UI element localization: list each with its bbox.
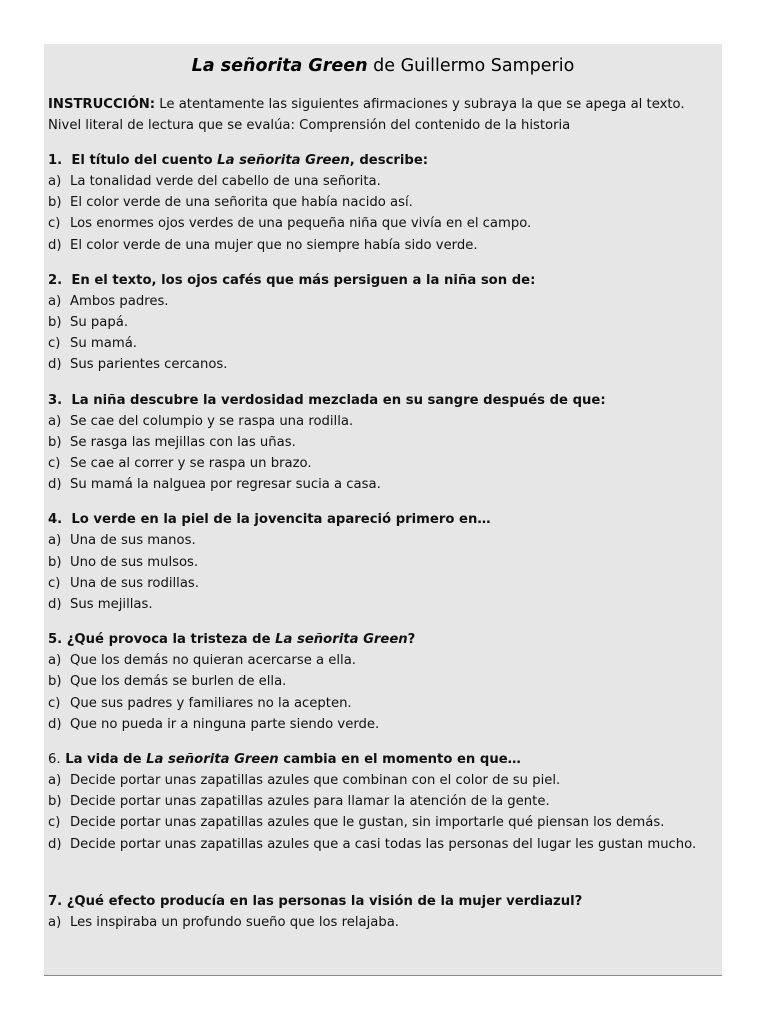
option-letter: c) bbox=[48, 575, 61, 591]
answer-option[interactable] bbox=[48, 411, 718, 432]
option-text: Que sus padres y familiares no la acepten. bbox=[70, 695, 352, 711]
option-letter: d) bbox=[48, 597, 62, 613]
question-text: ¿Qué provoca la tristeza de bbox=[66, 632, 276, 648]
question-number: 5. bbox=[48, 632, 63, 648]
question-3-title bbox=[48, 390, 718, 411]
option-letter: b) bbox=[48, 674, 62, 690]
question-text: La vida de bbox=[65, 752, 147, 768]
option-text: El color verde de una señorita que había nacido así. bbox=[70, 195, 413, 211]
question-number: 7. bbox=[48, 893, 63, 909]
option-letter: b) bbox=[48, 195, 62, 211]
question-number: 2. bbox=[48, 272, 63, 288]
question-text-end: ? bbox=[407, 632, 416, 648]
story-name-emphasis: La señorita Green bbox=[217, 153, 350, 168]
question-6-title bbox=[48, 749, 718, 770]
question-text: Lo verde en la piel de la jovencita apareció primero en… bbox=[71, 512, 491, 528]
option-letter: d) bbox=[48, 477, 62, 493]
question-4 bbox=[48, 509, 718, 615]
option-letter: a) bbox=[48, 653, 62, 669]
question-1-title bbox=[48, 150, 718, 171]
instruction-line bbox=[48, 94, 718, 115]
option-letter: d) bbox=[48, 357, 62, 373]
answer-option[interactable] bbox=[48, 693, 718, 714]
answer-option[interactable] bbox=[48, 552, 718, 573]
question-1 bbox=[48, 150, 718, 256]
option-letter: d) bbox=[48, 716, 62, 732]
title-story-name: La señorita Green bbox=[191, 56, 368, 76]
question-2 bbox=[48, 270, 718, 376]
instruction-block bbox=[48, 94, 718, 136]
option-text: Su papá. bbox=[70, 315, 129, 331]
option-letter: a) bbox=[48, 174, 62, 189]
option-text: Una de sus rodillas. bbox=[70, 575, 199, 591]
answer-option[interactable] bbox=[48, 530, 718, 551]
option-letter: c) bbox=[48, 336, 61, 352]
option-text: Ambos padres. bbox=[70, 293, 169, 309]
option-text: Decide portar unas zapatillas azules que combinan con el color de su piel. bbox=[70, 773, 561, 789]
document-title bbox=[48, 52, 718, 80]
answer-option[interactable] bbox=[48, 333, 718, 354]
option-text: Sus mejillas. bbox=[70, 597, 153, 613]
option-letter: c) bbox=[48, 216, 61, 232]
option-letter: c) bbox=[48, 695, 61, 711]
answer-option[interactable] bbox=[48, 291, 718, 312]
reading-level-line: Nivel literal de lectura que se evalúa: Comprensión del contenido de la historia bbox=[48, 118, 571, 133]
question-3 bbox=[48, 390, 718, 496]
option-letter: d) bbox=[48, 836, 62, 852]
answer-option[interactable] bbox=[48, 594, 718, 615]
question-text-end: , describe: bbox=[349, 153, 429, 168]
answer-option[interactable] bbox=[48, 650, 718, 671]
option-text: Una de sus manos. bbox=[70, 533, 196, 549]
option-text: Se cae al correr y se raspa un brazo. bbox=[70, 456, 312, 472]
question-5 bbox=[48, 629, 718, 735]
option-text: Decide portar unas zapatillas azules que le gustan, sin importarle qué piensan los demás. bbox=[70, 815, 665, 831]
answer-option[interactable] bbox=[48, 213, 718, 234]
option-text: Los enormes ojos verdes de una pequeña niña que vivía en el campo. bbox=[70, 216, 532, 232]
option-letter: b) bbox=[48, 434, 62, 450]
question-7 bbox=[48, 891, 718, 933]
question-text: ¿Qué efecto producía en las personas la visión de la mujer verdiazul? bbox=[66, 893, 583, 909]
option-letter: c) bbox=[48, 456, 61, 472]
answer-option[interactable] bbox=[48, 312, 718, 333]
option-text: Que los demás no quieran acercarse a ella. bbox=[70, 653, 356, 669]
story-name-emphasis: La señorita Green bbox=[146, 752, 279, 768]
title-author: de Guillermo Samperio bbox=[367, 56, 575, 76]
answer-option[interactable] bbox=[48, 432, 718, 453]
instruction-text: Le atentamente las siguientes afirmaciones y subraya la que se apega al texto. bbox=[155, 97, 685, 112]
question-2-title bbox=[48, 270, 718, 291]
answer-option[interactable] bbox=[48, 573, 718, 594]
option-letter: b) bbox=[48, 554, 62, 570]
question-text: La niña descubre la verdosidad mezclada en su sangre después de que: bbox=[71, 392, 606, 408]
question-6 bbox=[48, 749, 718, 855]
answer-option[interactable] bbox=[48, 714, 718, 735]
option-text: Sus parientes cercanos. bbox=[70, 357, 228, 373]
story-name-emphasis: La señorita Green bbox=[275, 632, 408, 648]
option-letter: a) bbox=[48, 533, 62, 549]
answer-option[interactable] bbox=[48, 791, 718, 812]
answer-option[interactable] bbox=[48, 192, 718, 213]
option-text: Se cae del columpio y se raspa una rodilla. bbox=[70, 413, 354, 429]
question-number: 4. bbox=[48, 512, 63, 528]
option-text: El color verde de una mujer que no siempre había sido verde. bbox=[70, 237, 478, 253]
option-letter: d) bbox=[48, 237, 62, 253]
question-text: En el texto, los ojos cafés que más persiguen a la niña son de: bbox=[71, 272, 536, 288]
answer-option[interactable] bbox=[48, 453, 718, 474]
option-text: Se rasga las mejillas con las uñas. bbox=[70, 434, 296, 450]
option-letter: a) bbox=[48, 773, 62, 789]
option-text: Su mamá. bbox=[70, 336, 137, 352]
option-text: Que los demás se burlen de ella. bbox=[70, 674, 287, 690]
option-letter: c) bbox=[48, 815, 61, 831]
option-letter: a) bbox=[48, 413, 62, 429]
question-text: El título del cuento bbox=[71, 153, 218, 168]
answer-option[interactable] bbox=[48, 474, 718, 495]
answer-option[interactable] bbox=[48, 912, 718, 933]
worksheet-page bbox=[44, 44, 722, 976]
option-text: Les inspiraba un profundo sueño que los relajaba. bbox=[70, 914, 400, 930]
option-text: Que no pueda ir a ninguna parte siendo verde. bbox=[70, 716, 380, 732]
answer-option[interactable] bbox=[48, 834, 718, 855]
option-text: Decide portar unas zapatillas azules que a casi todas las personas del lugar les gustan mucho. bbox=[70, 836, 697, 852]
answer-option[interactable] bbox=[48, 171, 718, 192]
question-number: 1. bbox=[48, 153, 63, 168]
question-5-title bbox=[48, 629, 718, 650]
question-number: 3. bbox=[48, 392, 63, 408]
question-4-title bbox=[48, 509, 718, 530]
option-text: La tonalidad verde del cabello de una señorita. bbox=[70, 174, 381, 189]
option-text: Decide portar unas zapatillas azules para llamar la atención de la gente. bbox=[70, 794, 550, 810]
instruction-label: INSTRUCCIÓN: bbox=[48, 97, 156, 112]
option-letter: b) bbox=[48, 794, 62, 810]
option-letter: a) bbox=[48, 293, 62, 309]
answer-option[interactable] bbox=[48, 812, 718, 833]
answer-option[interactable] bbox=[48, 235, 718, 256]
option-letter: a) bbox=[48, 914, 62, 930]
option-letter: b) bbox=[48, 315, 62, 331]
question-number: 6. bbox=[48, 752, 61, 768]
answer-option[interactable] bbox=[48, 671, 718, 692]
question-7-title bbox=[48, 891, 718, 912]
option-text: Su mamá la nalguea por regresar sucia a casa. bbox=[70, 477, 381, 493]
option-text: Uno de sus mulsos. bbox=[70, 554, 199, 570]
question-text-end: cambia en el momento en que… bbox=[278, 752, 521, 768]
answer-option[interactable] bbox=[48, 770, 718, 791]
answer-option[interactable] bbox=[48, 354, 718, 375]
